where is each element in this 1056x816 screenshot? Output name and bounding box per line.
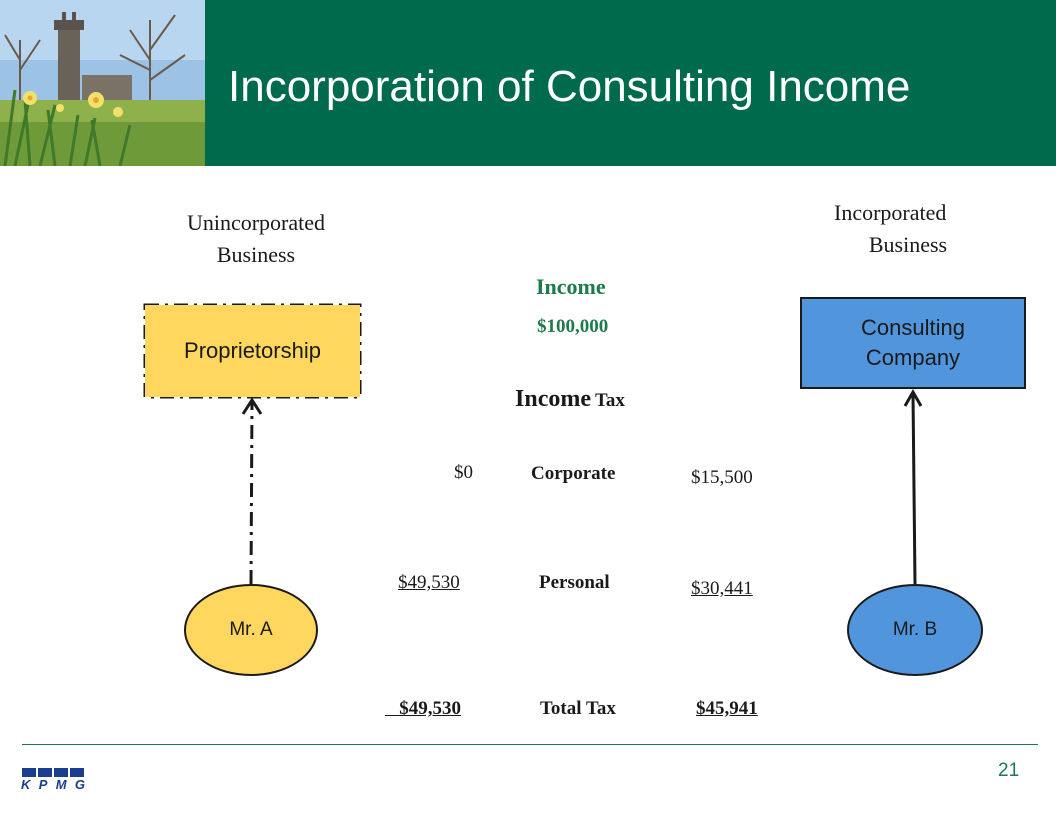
income-tax-heading: [515, 386, 625, 413]
corporate-left-value: $0: [454, 462, 473, 483]
income-tax-heading-suffix: Tax: [594, 390, 625, 411]
incorporated-heading: [808, 197, 1008, 261]
incorporated-heading-line1: Incorporated: [834, 200, 947, 225]
mr-a-connector: [251, 402, 252, 584]
consulting-company-line1: Consulting: [861, 315, 965, 340]
corporate-label: Corporate: [531, 463, 616, 484]
page-number: 21: [998, 760, 1020, 781]
personal-left-value: $49,530: [398, 572, 460, 593]
kpmg-logo: [20, 768, 88, 790]
corporate-right-value: $15,500: [691, 467, 753, 488]
footer-divider: [22, 744, 1038, 745]
income-value: $100,000: [537, 316, 609, 337]
unincorporated-heading: [150, 207, 362, 271]
mr-b-label: Mr. B: [892, 619, 938, 640]
personal-label: Personal: [539, 572, 610, 593]
proprietorship-label: Proprietorship: [184, 338, 321, 363]
income-heading: Income: [536, 274, 606, 299]
kpmg-logo-text: KPMG: [21, 777, 85, 790]
mr-b-node: [847, 584, 983, 676]
page-title: Incorporation of Consulting Income: [228, 62, 911, 111]
total-tax-label: Total Tax: [540, 698, 616, 719]
personal-right-value: $30,441: [691, 578, 753, 599]
mr-a-node: [184, 584, 318, 676]
consulting-company-line2: Company: [865, 345, 961, 370]
unincorporated-heading-line1: Unincorporated: [186, 210, 326, 235]
total-tax-right-value: $45,941: [696, 698, 758, 719]
proprietorship-box: [145, 305, 360, 397]
mr-b-connector: [913, 394, 915, 584]
unincorporated-heading-line2: Business: [216, 242, 296, 267]
mr-a-label: Mr. A: [229, 619, 273, 640]
consulting-company-box: [800, 297, 1026, 389]
total-tax-left-value: $49,530: [385, 698, 461, 719]
incorporated-heading-line2: Business: [868, 232, 948, 257]
income-tax-heading-main: Income: [515, 386, 591, 412]
